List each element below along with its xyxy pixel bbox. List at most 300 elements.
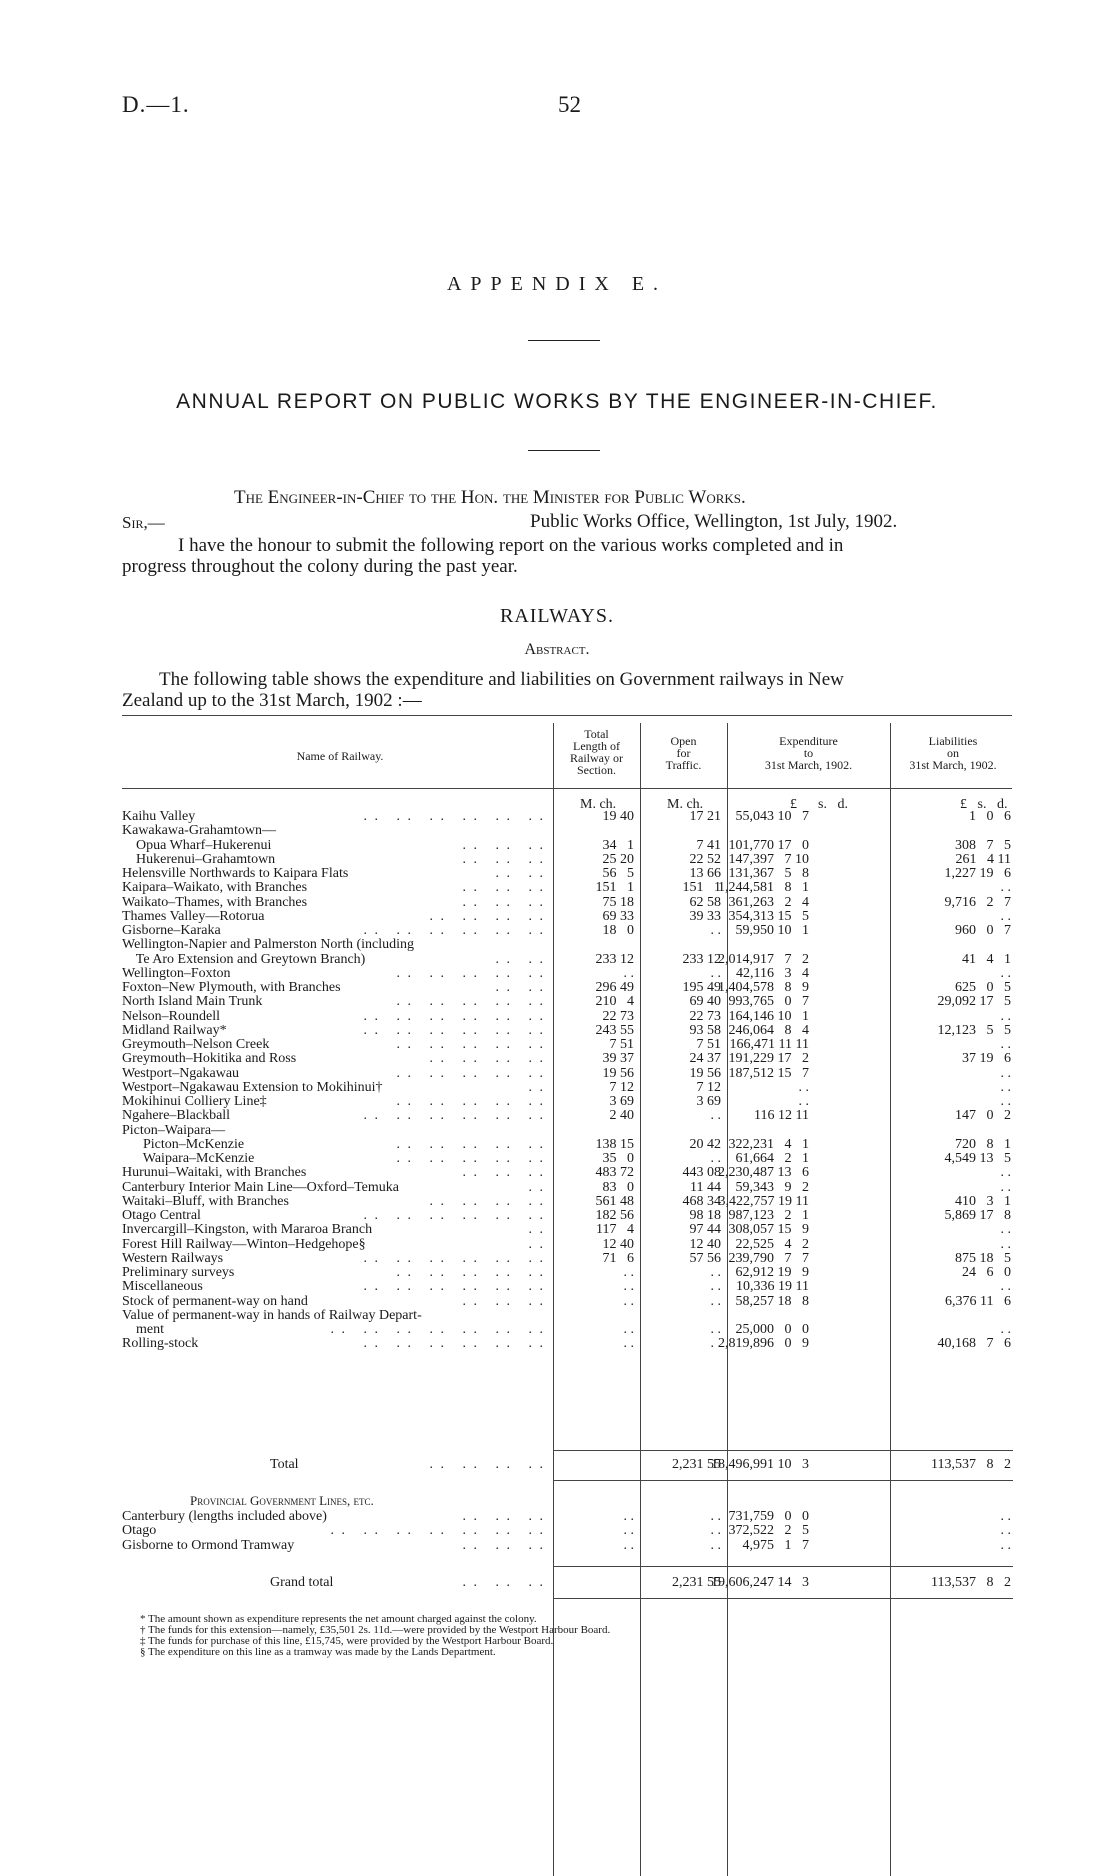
row-name: Forest Hill Railway—Winton–Hedgehope§ (122, 1237, 366, 1252)
table-row (0, 867, 1114, 881)
table-row (0, 1152, 1114, 1166)
row-name: Greymouth–Hokitika and Ross (122, 1051, 297, 1066)
row-liabilities: . . (1000, 1165, 1011, 1180)
total-row (0, 1458, 1114, 1472)
row-name: Ngahere–Blackball (122, 1108, 231, 1123)
leader-dots: . . . . . . . . . . (396, 1138, 545, 1152)
leader-dots: . . . . . . . . . . . . (363, 1337, 545, 1351)
row-liabilities: . . (1000, 1509, 1011, 1524)
leader-dots: . . . . . . . . . . . . (363, 1024, 545, 1038)
row-liabilities: . . (1000, 1279, 1011, 1294)
row-liabilities: 625 0 5 (955, 980, 1011, 995)
leader-dots: . . (528, 1081, 545, 1095)
row-liabilities: . . (1000, 1009, 1011, 1024)
row-name: Greymouth–Nelson Creek (122, 1037, 270, 1052)
row-expenditure: 116 12 11 (754, 1108, 809, 1123)
row-length: 19 56 (602, 1066, 634, 1081)
leader-dots: . . . . . . . . . . (396, 995, 545, 1009)
row-liabilities: . . (1000, 909, 1011, 924)
leader-dots: . . . . . . . . . . . . (363, 1209, 545, 1223)
row-expenditure: 354,313 15 5 (728, 909, 809, 924)
row-open: . . (710, 966, 721, 981)
row-length: . . (623, 1336, 634, 1351)
row-liabilities: 875 18 5 (955, 1251, 1011, 1266)
row-expenditure: 18,496,991 10 3 (711, 1457, 809, 1472)
row-open: 57 56 (689, 1251, 721, 1266)
row-open: 443 08 (682, 1165, 721, 1180)
table-row (0, 1295, 1114, 1309)
row-expenditure: 191,229 17 2 (728, 1051, 809, 1066)
row-open: . . (710, 1279, 721, 1294)
row-expenditure: 731,759 0 0 (728, 1509, 809, 1524)
row-name: Westport–Ngakawau Extension to Mokihinui† (122, 1080, 383, 1095)
letter-address: The Engineer-in-Chief to the Hon. the Minister for Public Works. (234, 487, 746, 508)
row-liabilities: . . (1000, 1066, 1011, 1081)
row-name: Value of permanent-way in hands of Railway Depart- (122, 1308, 422, 1323)
table-row (0, 1280, 1114, 1294)
table-row (0, 1181, 1114, 1195)
units-open: M. ch. (667, 797, 704, 812)
leader-dots: . . . . . . (462, 881, 545, 895)
leader-dots: . . . . (495, 867, 545, 881)
row-expenditure: 61,664 2 1 (735, 1151, 809, 1166)
row-liabilities: . . (1000, 1237, 1011, 1252)
table-row (0, 953, 1114, 967)
row-open: 17 21 (689, 809, 721, 824)
row-length: 483 72 (595, 1165, 634, 1180)
row-open: 62 58 (689, 895, 721, 910)
header-line: for (676, 746, 691, 760)
row-length: 22 73 (602, 1009, 634, 1024)
row-liabilities: 1,227 19 6 (944, 866, 1011, 881)
row-expenditure: . . (798, 1094, 809, 1109)
row-open: 151 1 (682, 880, 721, 895)
row-liabilities: 6,376 11 6 (945, 1294, 1011, 1309)
row-label: Grand total (270, 1575, 334, 1590)
row-open: 97 44 (689, 1222, 721, 1237)
row-name: Wellington-Napier and Palmerston North (including (122, 937, 415, 952)
row-open: 22 73 (689, 1009, 721, 1024)
header-line: Expenditure (779, 734, 838, 748)
header-line: Railway or (570, 751, 623, 765)
row-open: 13 66 (689, 866, 721, 881)
leader-dots: . . . . . . . . . . . . (363, 1280, 545, 1294)
header-line: Section. (577, 763, 616, 777)
row-liabilities: 29,092 17 5 (937, 994, 1011, 1009)
leader-dots: . . (528, 1223, 545, 1237)
table-row (0, 967, 1114, 981)
leader-dots: . . . . . . . . . . . . . . (330, 1524, 545, 1538)
leader-dots: . . . . . . . . . . (396, 1266, 545, 1280)
row-length: 39 37 (602, 1051, 634, 1066)
section-title: RAILWAYS. (499, 605, 614, 627)
header-length (553, 728, 640, 776)
intro-paragraph-line1: I have the honour to submit the following report on the various works completed and in (178, 535, 844, 556)
leader-dots: . . . . . . (462, 1576, 545, 1590)
table-row (0, 1109, 1114, 1123)
leader-dots: . . . . . . (462, 1295, 545, 1309)
row-length: . . (623, 966, 634, 981)
leader-dots: . . . . . . . . . . (396, 1067, 545, 1081)
row-name: Kaipara–Waikato, with Branches (122, 880, 308, 895)
table-row (0, 1038, 1114, 1052)
table-row (0, 1323, 1114, 1337)
table-row (0, 924, 1114, 938)
leader-dots: . . . . . . (462, 896, 545, 910)
leader-dots: . . . . (495, 953, 545, 967)
table-row (0, 1266, 1114, 1280)
row-name: Stock of permanent-way on hand (122, 1294, 308, 1309)
leader-dots: . . . . (495, 981, 545, 995)
leader-dots: . . . . . . . . (429, 910, 545, 924)
row-length: . . (623, 1279, 634, 1294)
row-length: 243 55 (595, 1023, 634, 1038)
header-line: Liabilities (928, 734, 978, 748)
total-rule (553, 1480, 1013, 1481)
table-intro-line1: The following table shows the expenditure and liabilities on Government railways in New (159, 669, 844, 690)
row-liabilities: 4,549 13 5 (944, 1151, 1011, 1166)
table-row (0, 1095, 1114, 1109)
footnote: † The funds for this extension—namely, £35,501 2s. 11d.—were provided by the Westport Harbour Board. (140, 1624, 611, 1636)
row-expenditure: 1,244,581 8 1 (718, 880, 809, 895)
row-open: . . (710, 1294, 721, 1309)
row-expenditure: 3,422,757 19 11 (718, 1194, 809, 1209)
row-name: Hukerenui–Grahamtown (122, 852, 276, 867)
leader-dots: . . . . . . . . . . (396, 1152, 545, 1166)
header-line: 31st March, 1902. (909, 758, 997, 772)
row-length: 69 33 (602, 909, 634, 924)
row-label: Total (270, 1457, 299, 1472)
leader-dots: . . . . . . (462, 839, 545, 853)
intro-paragraph-line2: progress throughout the colony during the past year. (122, 556, 518, 577)
row-open: . . (710, 1151, 721, 1166)
header-line: on (947, 746, 959, 760)
row-open: 2,231 55 (672, 1457, 721, 1472)
row-name: Waitaki–Bluff, with Branches (122, 1194, 289, 1209)
leader-dots: . . . . . . (462, 853, 545, 867)
leader-dots: . . . . . . (462, 1539, 545, 1553)
leader-dots: . . . . . . . . . . . . . . (330, 1323, 545, 1337)
table-row (0, 896, 1114, 910)
header-line: to (803, 746, 814, 760)
report-title: ANNUAL REPORT ON PUBLIC WORKS BY THE ENGINEER-IN-CHIEF. (176, 390, 938, 413)
leader-dots: . . . . . . . . . . . . (363, 924, 545, 938)
row-open: 24 37 (689, 1051, 721, 1066)
table-row (0, 1524, 1114, 1538)
row-liabilities: . . (1000, 1538, 1011, 1553)
row-length: 56 5 (602, 866, 634, 881)
row-open: . . (710, 1509, 721, 1524)
table-row (0, 1238, 1114, 1252)
row-name: Foxton–New Plymouth, with Branches (122, 980, 341, 995)
row-open: 98 18 (689, 1208, 721, 1223)
header-line: Open (670, 734, 697, 748)
row-open: . . (710, 1336, 721, 1351)
row-length: . . (623, 1294, 634, 1309)
leader-dots: . . . . . . . . (429, 1195, 545, 1209)
header-name: Name of Railway. (296, 749, 384, 763)
table-row (0, 1510, 1114, 1524)
table-row (0, 1067, 1114, 1081)
row-liabilities: 5,869 17 8 (944, 1208, 1011, 1223)
row-length: 233 12 (595, 952, 634, 967)
footnote: § The expenditure on this line as a tramway was made by the Lands Department. (140, 1646, 496, 1658)
units-liabilities: £ s. d. (960, 797, 1008, 812)
row-length: 19 40 (602, 809, 634, 824)
row-expenditure: 22,525 4 2 (735, 1237, 809, 1252)
table-row (0, 1052, 1114, 1066)
table-row (0, 995, 1114, 1009)
row-liabilities: 24 6 0 (962, 1265, 1011, 1280)
row-liabilities: 40,168 7 6 (937, 1336, 1011, 1351)
row-length: 2 40 (609, 1108, 634, 1123)
row-expenditure: 62,912 19 9 (735, 1265, 809, 1280)
row-expenditure: 147,397 7 10 (728, 852, 809, 867)
row-length: 12 40 (602, 1237, 634, 1252)
leader-dots: . . . . . . . . . . (396, 1095, 545, 1109)
row-liabilities: . . (1000, 1037, 1011, 1052)
row-name: Te Aro Extension and Greytown Branch) (122, 952, 366, 967)
row-expenditure: 166,471 11 11 (729, 1037, 809, 1052)
row-length: 296 49 (595, 980, 634, 995)
row-expenditure: 59,950 10 1 (735, 923, 809, 938)
row-expenditure: 19,606,247 14 3 (711, 1575, 809, 1590)
row-expenditure: 58,257 18 8 (735, 1294, 809, 1309)
row-length: 35 0 (602, 1151, 634, 1166)
row-expenditure: 993,765 0 7 (728, 994, 809, 1009)
table-row (0, 881, 1114, 895)
total-rule (553, 1566, 1013, 1567)
row-liabilities: 960 0 7 (955, 923, 1011, 938)
row-open: 3 69 (696, 1094, 721, 1109)
row-name: Picton–McKenzie (122, 1137, 245, 1152)
appendix-title: APPENDIX E. (446, 273, 668, 295)
row-liabilities: 9,716 2 7 (944, 895, 1011, 910)
table-row (0, 1209, 1114, 1223)
row-name: North Island Main Trunk (122, 994, 263, 1009)
table-row (0, 839, 1114, 853)
row-length: 117 4 (596, 1222, 634, 1237)
row-expenditure: 361,263 2 4 (728, 895, 809, 910)
row-liabilities: 1 0 6 (969, 809, 1011, 824)
row-length: 75 18 (602, 895, 634, 910)
table-row (0, 1024, 1114, 1038)
table-intro-line2: Zealand up to the 31st March, 1902 :— (122, 690, 422, 711)
table-row (0, 1166, 1114, 1180)
row-liabilities: 261 4 11 (955, 852, 1011, 867)
row-name: Canterbury (lengths included above) (122, 1509, 327, 1524)
table-row (0, 1309, 1114, 1323)
row-expenditure: 1,404,578 8 9 (718, 980, 809, 995)
leader-dots: . . . . . . . . . . (396, 1038, 545, 1052)
table-row (0, 1252, 1114, 1266)
row-length: 83 0 (602, 1180, 634, 1195)
footnote: * The amount shown as expenditure represents the net amount charged against the colony. (140, 1613, 537, 1625)
row-expenditure: 322,231 4 1 (728, 1137, 809, 1152)
row-name: Preliminary surveys (122, 1265, 235, 1280)
total-rule (553, 1598, 1013, 1599)
leader-dots: . . (528, 1238, 545, 1252)
row-open: 7 12 (696, 1080, 721, 1095)
divider (528, 450, 600, 451)
row-expenditure: 55,043 10 7 (735, 809, 809, 824)
row-expenditure: 4,975 1 7 (742, 1538, 809, 1553)
row-liabilities: 147 0 2 (955, 1108, 1011, 1123)
row-length: . . (623, 1523, 634, 1538)
row-name: Mokihinui Colliery Line‡ (122, 1094, 267, 1109)
row-name: Waipara–McKenzie (122, 1151, 255, 1166)
row-name: Miscellaneous (122, 1279, 203, 1294)
header-line: Length of (573, 739, 620, 753)
document-code: D.—1. (122, 92, 190, 117)
row-expenditure: 164,146 10 1 (728, 1009, 809, 1024)
subsection-title: Abstract. (524, 641, 590, 658)
row-expenditure: 239,790 7 7 (728, 1251, 809, 1266)
row-name: Otago (122, 1523, 157, 1538)
total-row (0, 1576, 1114, 1590)
leader-dots: . . . . . . (462, 1166, 545, 1180)
row-name: ment (122, 1322, 164, 1337)
table-row (0, 810, 1114, 824)
row-liabilities: 41 4 1 (962, 952, 1011, 967)
row-expenditure: 25,000 0 0 (735, 1322, 809, 1337)
row-open: 93 58 (689, 1023, 721, 1038)
row-name: Gisborne to Ormond Tramway (122, 1538, 295, 1553)
row-name: Westport–Ngakawau (122, 1066, 240, 1081)
row-open: 2,231 55 (672, 1575, 721, 1590)
row-expenditure: 372,522 2 5 (728, 1523, 809, 1538)
row-open: 468 34 (682, 1194, 721, 1209)
row-open: 69 40 (689, 994, 721, 1009)
table-row (0, 1081, 1114, 1095)
footnote: ‡ The funds for purchase of this line, £15,745, were provided by the Westport Harbour Board. (140, 1635, 554, 1647)
row-length: 18 0 (602, 923, 634, 938)
row-expenditure: . . (798, 1080, 809, 1095)
row-expenditure: 246,064 8 4 (728, 1023, 809, 1038)
table-row (0, 824, 1114, 838)
row-name: Gisborne–Karaka (122, 923, 221, 938)
row-expenditure: 308,057 15 9 (728, 1222, 809, 1237)
row-name: Hurunui–Waitaki, with Branches (122, 1165, 307, 1180)
provincial-heading: Provincial Government Lines, etc. (190, 1493, 374, 1508)
row-liabilities: 308 7 5 (955, 838, 1011, 853)
header-liabilities (890, 735, 1016, 771)
row-name: Nelson–Roundell (122, 1009, 220, 1024)
row-name: Wellington–Foxton (122, 966, 231, 981)
row-expenditure: 987,123 2 1 (728, 1208, 809, 1223)
table-row (0, 1124, 1114, 1138)
table-top-rule (122, 715, 1012, 716)
row-open: 11 44 (690, 1180, 721, 1195)
table-row (0, 1337, 1114, 1351)
row-name: Otago Central (122, 1208, 201, 1223)
leader-dots: . . . . . . . . (429, 1052, 545, 1066)
row-liabilities: . . (1000, 1222, 1011, 1237)
leader-dots: . . . . . . (462, 1510, 545, 1524)
row-length: . . (623, 1322, 634, 1337)
row-length: 7 51 (609, 1037, 634, 1052)
table-row (0, 938, 1114, 952)
row-open: 20 42 (689, 1137, 721, 1152)
table-row (0, 981, 1114, 995)
row-open: 7 41 (696, 838, 721, 853)
leader-dots: . . . . . . . . . . . . (363, 1010, 545, 1024)
header-open (640, 735, 727, 771)
row-length: 210 4 (595, 994, 634, 1009)
row-name: Canterbury Interior Main Line—Oxford–Temuka (122, 1180, 399, 1195)
page-number: 52 (558, 92, 581, 117)
row-open: 39 33 (689, 909, 721, 924)
row-open: . . (710, 1265, 721, 1280)
table-row (0, 1539, 1114, 1553)
row-liabilities: 113,537 8 2 (931, 1575, 1011, 1590)
table-row (0, 1138, 1114, 1152)
units-length: M. ch. (580, 797, 617, 812)
row-name: Picton–Waipara— (122, 1123, 226, 1138)
row-expenditure: 42,116 3 4 (736, 966, 809, 981)
salutation: Sir,— (122, 513, 165, 532)
row-liabilities: . . (1000, 1322, 1011, 1337)
row-expenditure: 187,512 15 7 (728, 1066, 809, 1081)
row-length: 34 1 (602, 838, 634, 853)
row-length: . . (623, 1265, 634, 1280)
row-expenditure: 101,770 17 0 (728, 838, 809, 853)
row-length: . . (623, 1538, 634, 1553)
row-liabilities: 720 8 1 (955, 1137, 1011, 1152)
row-open: 233 12 (682, 952, 721, 967)
row-expenditure: 2,819,896 0 9 (718, 1336, 809, 1351)
leader-dots: . . . . . . . . . . . . (363, 1109, 545, 1123)
row-expenditure: 131,367 5 8 (728, 866, 809, 881)
row-liabilities: . . (1000, 1080, 1011, 1095)
divider (528, 340, 600, 341)
units-expenditure: £ s. d. (790, 797, 848, 812)
leader-dots: . . . . . . . . . . . . (363, 810, 545, 824)
row-open: . . (710, 1523, 721, 1538)
row-length: 151 1 (595, 880, 634, 895)
row-name: Midland Railway* (122, 1023, 227, 1038)
row-name: Opua Wharf–Hukerenui (122, 838, 272, 853)
header-expenditure (727, 735, 890, 771)
table-header-rule (122, 788, 1012, 789)
row-length: 138 15 (595, 1137, 634, 1152)
row-open: 7 51 (696, 1037, 721, 1052)
table-row (0, 853, 1114, 867)
table-row (0, 1195, 1114, 1209)
row-name: Invercargill–Kingston, with Mararoa Branch (122, 1222, 373, 1237)
row-length: 7 12 (609, 1080, 634, 1095)
row-liabilities: . . (1000, 1094, 1011, 1109)
row-name: Rolling-stock (122, 1336, 199, 1351)
table-row (0, 910, 1114, 924)
row-open: 195 49 (682, 980, 721, 995)
row-liabilities: 37 19 6 (962, 1051, 1011, 1066)
leader-dots: . . . . . . . . . . . . (363, 1252, 545, 1266)
row-liabilities: 12,123 5 5 (937, 1023, 1011, 1038)
row-length: 561 48 (595, 1194, 634, 1209)
row-name: Waikato–Thames, with Branches (122, 895, 308, 910)
leader-dots: . . . . . . . . . . (396, 967, 545, 981)
header-line: Total (584, 727, 609, 741)
row-length: . . (623, 1509, 634, 1524)
row-liabilities: . . (1000, 966, 1011, 981)
row-name: Western Railways (122, 1251, 224, 1266)
office-date: Public Works Office, Wellington, 1st July, 1902. (530, 511, 898, 532)
header-line: Traffic. (665, 758, 702, 772)
row-expenditure: 10,336 19 11 (736, 1279, 809, 1294)
row-length: 182 56 (595, 1208, 634, 1223)
row-name: Kawakawa-Grahamtown— (122, 823, 276, 838)
